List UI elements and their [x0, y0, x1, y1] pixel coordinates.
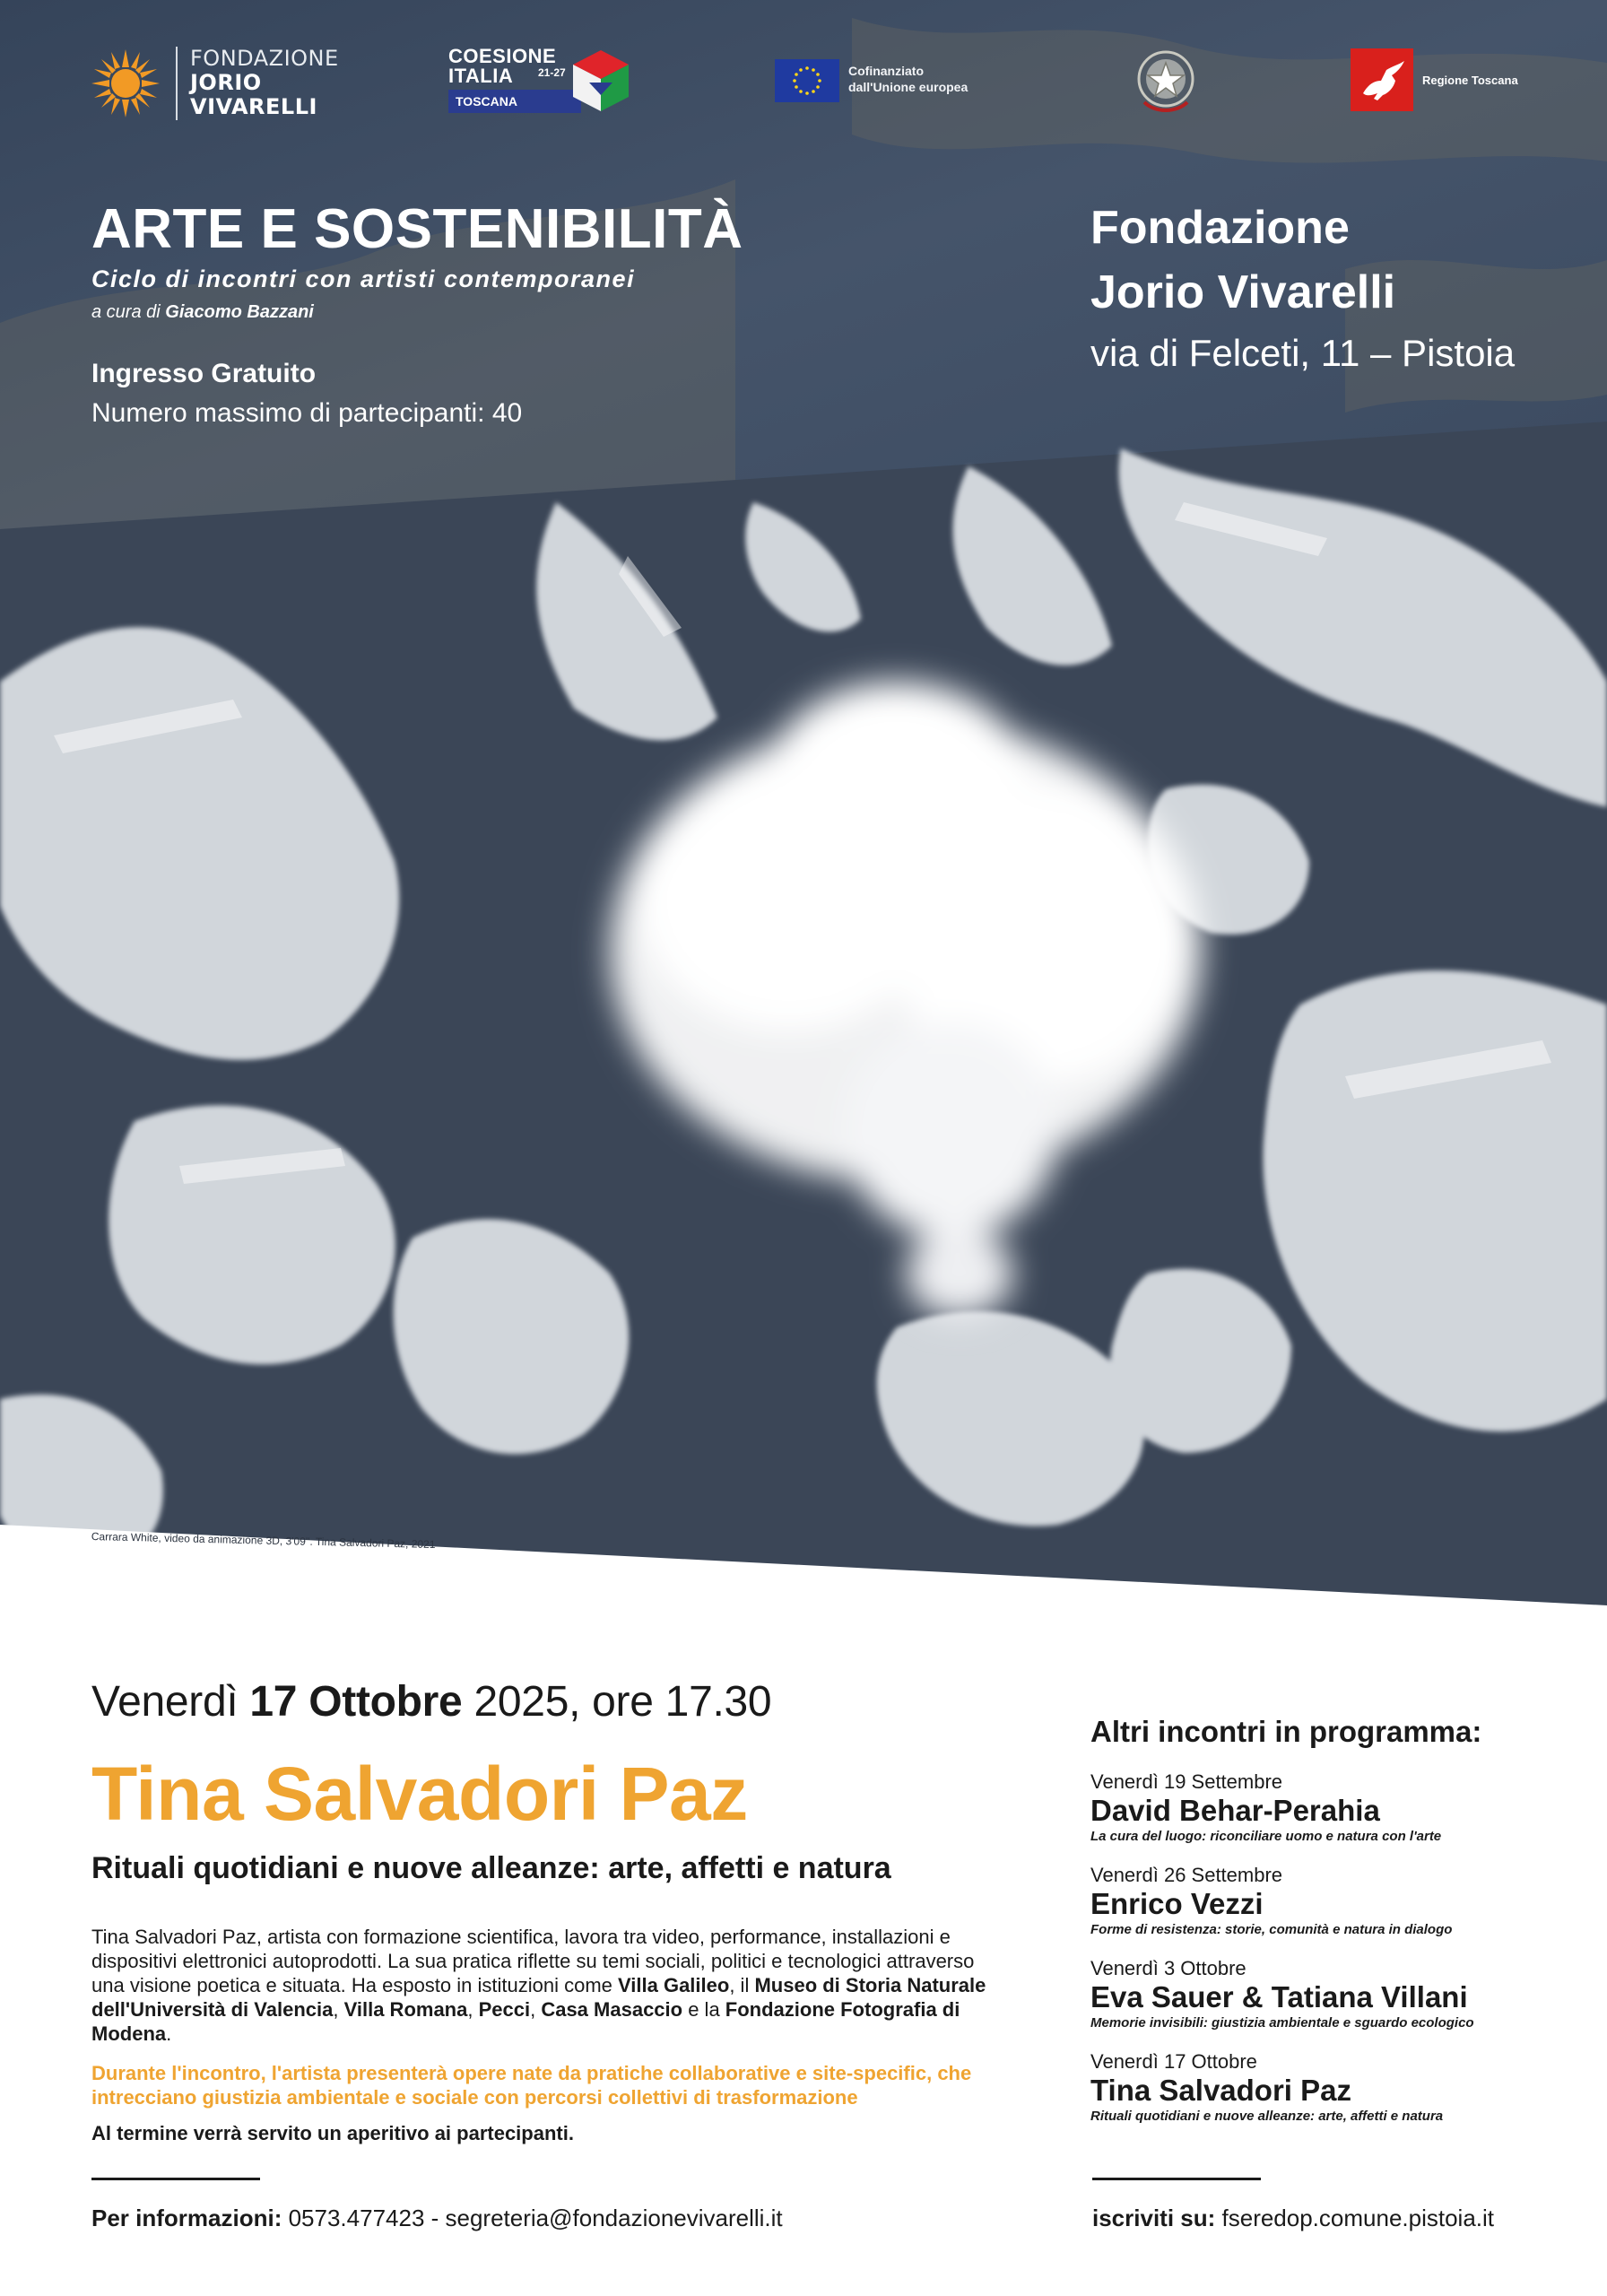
bio-casa-masaccio: Casa Masaccio — [541, 1998, 683, 2021]
other-event-name: Enrico Vezzi — [1090, 1887, 1264, 1920]
regione-toscana-text: Regione Toscana — [1422, 74, 1518, 87]
other-event-date: Venerdì 3 Ottobre — [1090, 1957, 1247, 1979]
max-participants: Numero massimo di partecipanti: 40 — [91, 398, 523, 428]
series-title: ARTE E SOSTENIBILITÀ — [91, 198, 743, 260]
bio-text-7: . — [166, 2022, 172, 2045]
curator-name: Giacomo Bazzani — [165, 302, 314, 322]
venue-address: via di Felceti, 11 – Pistoia — [1090, 332, 1516, 374]
bio-museo: Museo di Storia Naturale dell'Università di Valencia — [91, 1974, 986, 2021]
fondazione-logo — [90, 43, 339, 124]
signup-info — [1092, 2205, 1494, 2232]
bio-text-4: , — [467, 1998, 479, 2021]
other-event-desc: Forme di resistenza: storie, comunità e natura in dialogo — [1090, 1922, 1453, 1937]
cube-icon — [569, 47, 632, 115]
divider-right — [1092, 2178, 1261, 2180]
eu-cofinanced-logo — [775, 59, 1008, 106]
bio-villa-romana: Villa Romana — [343, 1998, 468, 2021]
coesione-word: COESIONE — [448, 45, 557, 67]
other-event-date: Venerdì 19 Settembre — [1090, 1770, 1283, 1793]
eu-line-2: dall'Unione europea — [848, 80, 969, 94]
free-entry-label: Ingresso Gratuito — [91, 359, 317, 388]
other-event-date: Venerdì 26 Settembre — [1090, 1864, 1283, 1886]
other-events — [1090, 1715, 1557, 2144]
other-event-item — [1090, 2050, 1557, 2126]
event-note: Durante l'incontro, l'artista presenterà opere nate da pratiche collaborative e site-specific, che intrecciano giustizia ambientale e sociale con percorsi collettivi di trasformazione — [91, 2062, 972, 2109]
bio-text-6: e la — [682, 1998, 725, 2021]
sun-icon — [90, 48, 161, 119]
bio-pecci: Pecci — [478, 1998, 531, 2021]
coesione-region: TOSCANA — [448, 90, 581, 113]
eu-flag-icon — [775, 59, 839, 102]
other-event-date: Venerdì 17 Ottobre — [1090, 2050, 1257, 2073]
other-event-desc: La cura del luogo: riconciliare uomo e natura con l'arte — [1090, 1829, 1442, 1844]
repubblica-italiana-emblem — [1132, 45, 1200, 122]
curator-prefix: a cura di — [91, 302, 166, 322]
coesione-italia-logo — [448, 45, 637, 118]
eu-line-1: Cofinanziato — [848, 64, 924, 78]
coesione-years: 21-27 — [538, 66, 566, 79]
venue-header — [1090, 196, 1515, 375]
aperitivo-note: Al termine verrà servito un aperitivo ai partecipanti. — [91, 2122, 574, 2144]
bio-villa-galileo: Villa Galileo — [618, 1974, 730, 1996]
other-event-item — [1090, 1864, 1557, 1939]
other-event-item — [1090, 1957, 1557, 2032]
event-date-rest: 2025, ore 17.30 — [462, 1678, 772, 1726]
other-event-item — [1090, 1770, 1557, 1846]
artist-bio — [91, 1925, 1006, 2046]
pegasus-icon — [1351, 48, 1413, 111]
contact-details[interactable]: 0573.477423 - segreteria@fondazionevivarelli.it — [282, 2205, 783, 2231]
event-day: Venerdì — [91, 1678, 250, 1726]
other-event-desc: Memorie invisibili: giustizia ambientale e sguardo ecologico — [1090, 2015, 1474, 2031]
bio-text-1: Tina Salvadori Paz, artista con formazione scientifica, lavora tra video, performance, installazioni e dispositivi elettronici autoprodotti. La sua pratica riflette su temi sociali, politici e tecnologici attraverso una visione poetica e situata. Ha esposto in istituzioni come — [91, 1926, 975, 1996]
contact-label: Per informazioni: — [91, 2205, 282, 2231]
bio-text-5: , — [530, 1998, 542, 2021]
signup-label: iscriviti su: — [1092, 2205, 1216, 2231]
talk-title: Rituali quotidiani e nuove alleanze: arte, affetti e natura — [91, 1851, 891, 1885]
bio-text-3: , — [333, 1998, 344, 2021]
other-events-heading: Altri incontri in programma: — [1090, 1715, 1482, 1748]
fondazione-word: FONDAZIONE — [190, 46, 339, 71]
event-date — [91, 1677, 771, 1726]
regione-toscana-logo — [1351, 48, 1530, 111]
series-subtitle: Ciclo di incontri con artisti contemporanei — [91, 265, 636, 292]
italian-emblem-icon — [1132, 45, 1200, 122]
other-event-desc: Rituali quotidiani e nuove alleanze: arte, affetti e natura — [1090, 2109, 1444, 2124]
curator-line — [91, 302, 743, 323]
other-event-name: David Behar-Perahia — [1090, 1794, 1380, 1827]
italia-word: ITALIA — [448, 65, 514, 87]
divider-left — [91, 2178, 260, 2180]
venue-name — [1090, 196, 1515, 325]
artist-name: Tina Salvadori Paz — [91, 1752, 748, 1836]
venue-name-line-2: Jorio Vivarelli — [1090, 266, 1396, 318]
jorio-word: JORIO — [190, 70, 262, 95]
signup-link[interactable]: fseredop.comune.pistoia.it — [1215, 2205, 1495, 2231]
bio-text-2: , il — [729, 1974, 755, 1996]
venue-name-line-1: Fondazione — [1090, 202, 1350, 254]
series-header — [91, 197, 743, 429]
bio-fondazione-fotografia: Fondazione Fotografia di Modena — [91, 1998, 960, 2045]
contact-info — [91, 2205, 783, 2232]
logo-divider — [176, 47, 178, 120]
vivarelli-word: VIVARELLI — [190, 94, 317, 119]
other-event-name: Eva Sauer & Tatiana Villani — [1090, 1980, 1468, 2013]
image-caption: Carrara White, video da animazione 3D, 3'09''. Tina Salvadori Paz, 2021 — [91, 1530, 436, 1552]
event-date-bold: 17 Ottobre — [249, 1678, 463, 1726]
other-event-name: Tina Salvadori Paz — [1090, 2074, 1352, 2107]
